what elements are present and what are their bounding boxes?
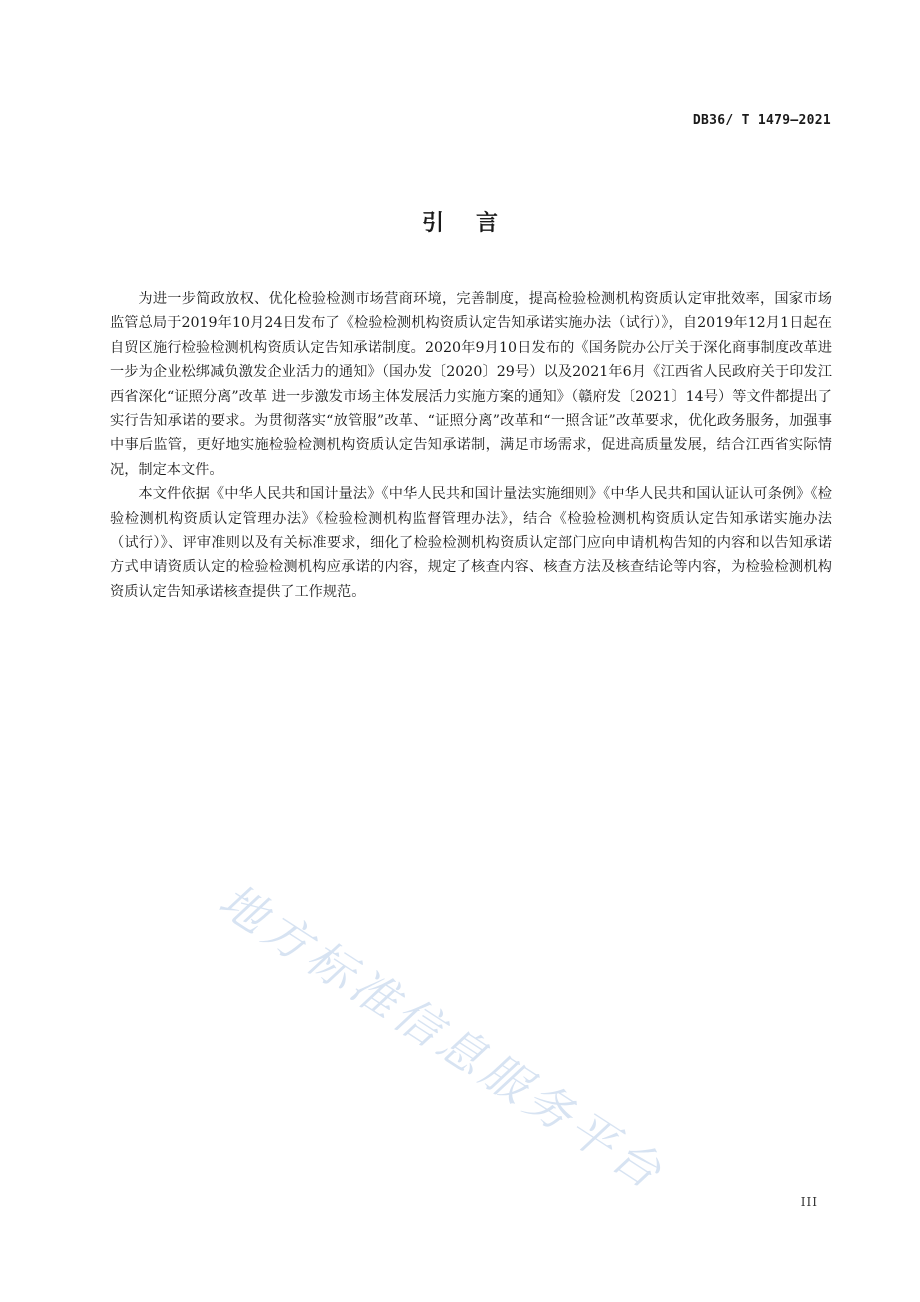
page-number: III — [800, 1195, 818, 1209]
paragraph: 本文件依据《中华人民共和国计量法》《中华人民共和国计量法实施细则》《中华人民共和国认证认可条例》《检验检测机构资质认定管理办法》《检验检测机构监督管理办法》，结合《检验检测机构资质认定告知承诺实施办法（试行）》、评审准则以及有关标准要求，细化了检验检测机构资质认定部门应向申请机构告知的内容和以告知承诺方式申请资质认定的检验检测机构应承诺的内容，规定了核查内容、核查方法及核查结论等内容，为检验检测机构资质认定告知承诺核查提供了工作规范。 — [110, 486, 832, 600]
paragraph: 为进一步简政放权、优化检验检测市场营商环境，完善制度，提高检验检测机构资质认定审批效率，国家市场监管总局于2019年10月24日发布了《检验检测机构资质认定告知承诺实施办法（试行）》，自2019年12月1日起在自贸区施行检验检测机构资质认定告知承诺制度。2020年9月10日发布的《国务院办公厅关于深化商事制度改革进一步为企业松绑减负激发企业活力的通知》（国办发〔2020〕29号）以及2021年6月《江西省人民政府关于印发江西省深化“证照分离”改革 进一步激发市场主体发展活力实施方案的通知》（赣府发〔2021〕14号）等文件都提出了实行告知承诺的要求。为贯彻落实“放管服”改革、“证照分离”改革和“一照含证”改革要求，优化政务服务，加强事中事后监管，更好地实施检验检测机构资质认定告知承诺制，满足市场需求，促进高质量发展，结合江西省实际情况，制定本文件。 — [110, 291, 832, 478]
standard-code: DB36/ T 1479—2021 — [692, 113, 831, 128]
watermark: 地方标准信息服务平台 — [209, 872, 676, 1202]
section-title: 引言 — [421, 211, 530, 236]
section-body — [110, 287, 832, 604]
